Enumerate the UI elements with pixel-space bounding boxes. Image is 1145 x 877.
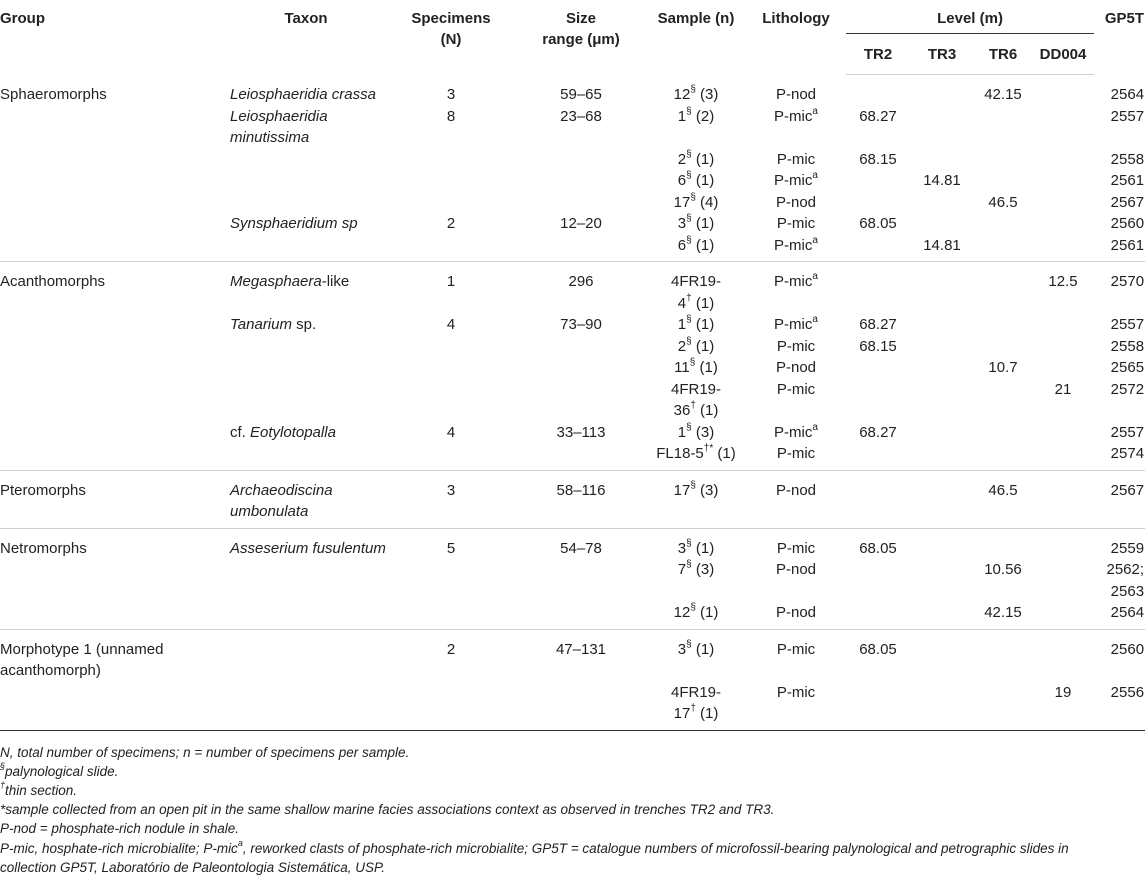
footnote-p-mic: P-mic, hosphate-rich microbialite; P-mic$^a$, reworked clasts of phosphate-rich microbialite; GP5T = catalogue numbers of microfossil-bearing palynological and petrographic slides in [0, 838, 1069, 856]
gp5t-cell: 2561 [1110, 236, 1145, 254]
specimens-cell: 4 [446, 423, 456, 441]
footnote-p-nod: P-nod = phosphate-rich nodule in shale. [0, 821, 240, 837]
gp5t-cell: 2557 [1110, 316, 1145, 333]
table-row [0, 422, 1145, 444]
lithology-cell: P-mic [776, 445, 816, 462]
tr2-cell: 68.15 [859, 337, 897, 355]
size-cell: 54–78 [560, 539, 602, 557]
dd004-cell [1032, 75, 1094, 106]
sample-cell: 7§ (3) [677, 559, 715, 578]
gp5t-cell: 2567 [1110, 193, 1145, 211]
tr3-cell: 14.81 [923, 172, 961, 189]
table-row [0, 192, 1145, 214]
tr2-cell: 68.27 [859, 316, 897, 333]
tr6-cell: 46.5 [988, 193, 1018, 211]
size-cell: 47–131 [555, 640, 607, 658]
lithology-cell: P-nod [775, 359, 817, 376]
sample-cell: 17§ (3) [673, 479, 719, 499]
tr2-cell: 68.27 [859, 107, 897, 125]
col-header-sample: Sample (n) [657, 10, 735, 27]
tr6-cell: 10.56 [984, 561, 1022, 578]
specimens-cell: 3 [446, 85, 456, 103]
lithology-cell: P-nod [775, 193, 817, 211]
sample-cell: 1§ (1) [677, 314, 715, 333]
col-header-level: Level (m) [846, 0, 1094, 34]
col-header-lithology: Lithology [762, 10, 830, 27]
sample-cell: 2§ (1) [677, 335, 715, 355]
tr3-cell: 14.81 [923, 236, 961, 254]
gp5t-cell: 2558 [1110, 337, 1145, 355]
sample-cell: 3§ (1) [677, 638, 715, 658]
footnote-palynological-slide: §palynological slide. [0, 761, 119, 779]
table-row [0, 314, 1145, 336]
specimens-cell: 3 [446, 481, 456, 499]
size-cell: 23–68 [560, 107, 602, 125]
tr6-cell: 42.15 [984, 86, 1022, 103]
taxon-cell: Tanarium sp. [230, 316, 317, 333]
group-acanthomorphs [0, 262, 1145, 471]
size-cell: 58–116 [556, 481, 606, 499]
table-row [0, 262, 1145, 315]
gp5t-cell: 2558 [1110, 150, 1145, 168]
size-cell: 59–65 [560, 85, 602, 103]
sample-cell: 12§ (1) [673, 602, 719, 621]
gp5t-cell: 2564 [1110, 85, 1145, 103]
taxon-cell: Archaeodiscina umbonulata [230, 481, 333, 520]
tr3-cell [910, 75, 974, 106]
lithology-cell: P-mic$^a$ [774, 170, 818, 189]
sample-cell: 17§ (4) [673, 191, 719, 211]
col-header-dd004: DD004 [1032, 34, 1094, 75]
col-header-size-range: Size range (μm) [542, 10, 620, 48]
table-row [0, 149, 1145, 171]
sample-cell: 11§ (1) [674, 357, 718, 376]
col-header-group: Group [0, 10, 45, 27]
table-row [0, 213, 1145, 235]
dd004-cell: 12.5 [1048, 273, 1078, 290]
group-morphotype-1 [0, 629, 1145, 730]
specimens-cell: 5 [446, 539, 456, 557]
specimens-cell: 2 [446, 215, 456, 232]
lithology-cell: P-mic [776, 150, 816, 168]
dd004-cell: 21 [1054, 380, 1072, 398]
col-header-tr3: TR3 [910, 34, 974, 75]
col-header-taxon: Taxon [284, 10, 328, 27]
size-cell: 73–90 [560, 316, 602, 333]
lithology-cell: P-mic [776, 640, 816, 658]
size-cell: 12–20 [560, 215, 602, 232]
sample-cell: 3§ (1) [677, 213, 715, 232]
group-cell: Netromorphs [0, 539, 87, 557]
table-row [0, 528, 1145, 559]
taxon-cell: Leiosphaeridia minutissima [230, 107, 328, 146]
lithology-cell: P-mic$^a$ [774, 314, 818, 333]
specimens-cell: 4 [446, 316, 456, 333]
footnote-open-pit: *sample collected from an open pit in the same shallow marine facies associations context as observed in trenches TR2 and TR3. [0, 802, 775, 818]
col-header-gp5t: GP5T [1104, 10, 1145, 27]
specimens-cell: 8 [446, 107, 456, 125]
col-header-tr6: TR6 [974, 34, 1032, 75]
tr6-cell: 42.15 [984, 604, 1022, 621]
table-row [0, 443, 1145, 470]
gp5t-cell: 2559 [1110, 539, 1145, 557]
sample-cell: FL18-5†* (1) [656, 443, 736, 462]
table-row [0, 470, 1145, 528]
lithology-cell: P-mic$^a$ [774, 271, 818, 290]
footnote-collection: collection GP5T, Laboratório de Paleontologia Sistemática, USP. [0, 859, 385, 875]
table-row [0, 357, 1145, 379]
specimens-cell: 1 [446, 273, 456, 290]
table-row [0, 106, 1145, 149]
col-header-tr2: TR2 [846, 34, 910, 75]
gp5t-cell: 2564 [1110, 604, 1145, 621]
lithology-cell: P-nod [775, 481, 817, 499]
table-row [0, 75, 1145, 106]
gp5t-cell: 2565 [1110, 359, 1145, 376]
lithology-cell: P-nod [775, 85, 817, 103]
lithology-cell: P-mic$^a$ [774, 421, 818, 441]
sample-cell: 6§ (1) [677, 234, 715, 254]
lithology-cell: P-mic$^a$ [774, 234, 818, 254]
table-row [0, 170, 1145, 192]
gp5t-cell: 2572 [1110, 380, 1145, 398]
size-cell: 33–113 [556, 423, 606, 441]
lithology-cell: P-mic [776, 539, 816, 557]
tr6-cell: 46.5 [988, 481, 1018, 499]
lithology-cell: P-mic [776, 337, 816, 355]
taxon-cell: Megasphaera-like [230, 273, 350, 290]
lithology-cell: P-mic [776, 215, 816, 232]
gp5t-cell: 2562; 2563 [1106, 561, 1145, 600]
table-row [0, 602, 1145, 629]
sample-cell: 1§ (2) [677, 105, 715, 125]
sample-cell: 4FR19- 36† (1) [670, 380, 722, 419]
tr2-cell [846, 75, 910, 106]
tr2-cell: 68.05 [859, 640, 897, 658]
size-cell: 296 [568, 273, 594, 290]
lithology-cell: P-nod [775, 604, 817, 621]
gp5t-cell: 2556 [1110, 683, 1145, 701]
group-cell: Pteromorphs [0, 481, 86, 499]
group-cell: Acanthomorphs [0, 273, 106, 290]
specimens-cell: 2 [446, 640, 456, 658]
gp5t-cell: 2560 [1110, 640, 1145, 658]
group-cell: Morphotype 1 (unnamed acanthomorph) [0, 640, 164, 679]
tr2-cell: 68.05 [859, 215, 897, 232]
dd004-cell: 19 [1054, 683, 1072, 701]
group-netromorphs [0, 528, 1145, 629]
sample-cell: 12§ (3) [673, 83, 719, 103]
sample-cell: 4FR19- 4† (1) [670, 273, 722, 312]
col-header-specimens: Specimens (N) [411, 10, 491, 48]
group-pteromorphs [0, 470, 1145, 528]
tr6-cell: 10.7 [988, 359, 1018, 376]
gp5t-cell: 2561 [1110, 172, 1145, 189]
lithology-cell: P-mic [776, 380, 816, 398]
footnote-abbreviations: N, total number of specimens; n = number of specimens per sample. [0, 744, 410, 760]
sample-cell: 4FR19- 17† (1) [670, 683, 722, 722]
group-cell: Sphaeromorphs [0, 85, 107, 103]
lithology-cell: P-nod [775, 561, 817, 578]
taxon-cell: Leiosphaeridia crassa [230, 85, 376, 103]
gp5t-cell: 2574 [1110, 445, 1145, 462]
table-row [0, 559, 1145, 602]
tr2-cell: 68.15 [859, 150, 897, 168]
sample-cell: 2§ (1) [677, 148, 715, 168]
table-row [0, 235, 1145, 262]
table-row [0, 682, 1145, 731]
table-row [0, 379, 1145, 422]
lithology-cell: P-mic$^a$ [774, 105, 818, 125]
footnote-thin-section: †thin section. [0, 780, 78, 798]
table-row [0, 336, 1145, 358]
taxon-cell: Asseserium fusulentum [230, 539, 386, 557]
gp5t-cell: 2570 [1110, 273, 1145, 290]
taxon-cell: cf. Eotylotopalla [230, 423, 336, 441]
taxon-cell: Synsphaeridium sp [230, 215, 358, 232]
gp5t-cell: 2567 [1110, 481, 1145, 499]
sample-cell: 1§ (3) [677, 421, 715, 441]
gp5t-cell: 2557 [1110, 107, 1145, 125]
tr2-cell: 68.05 [859, 539, 897, 557]
gp5t-cell: 2560 [1110, 215, 1145, 232]
tr2-cell: 68.27 [859, 423, 897, 441]
group-sphaeromorphs [0, 75, 1145, 262]
table-footnotes [0, 731, 1145, 877]
gp5t-cell: 2557 [1110, 423, 1145, 441]
lithology-cell: P-mic [776, 683, 816, 701]
sample-cell: 3§ (1) [677, 537, 715, 557]
table-row [0, 629, 1145, 682]
sample-cell: 6§ (1) [677, 170, 715, 189]
